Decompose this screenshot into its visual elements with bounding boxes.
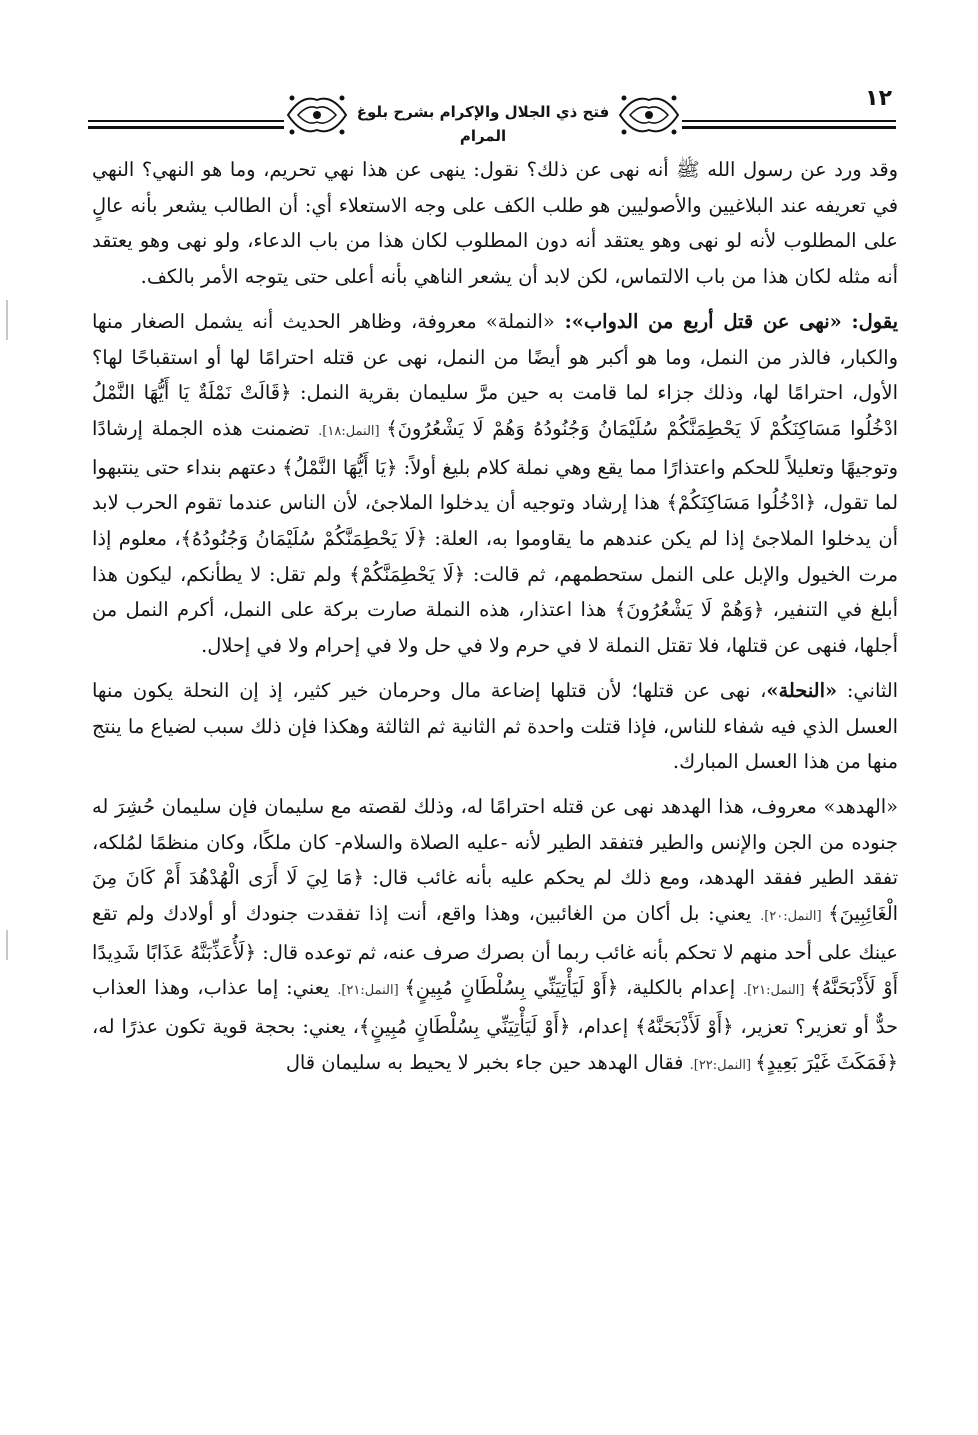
- verse-reference: [النمل:٢٢].: [689, 1057, 756, 1073]
- paragraph-text: وقد ورد عن رسول الله ﷺ أنه نهى عن ذلك؟ نقول: ينهى عن هذا نهي تحريم، وما هو النهي؟ النهي في تعريفه عند البلاغيين والأصوليين هو طلب الكف على وجه الاستعلاء أي: أن الطالب يشعر بأنه عالٍ على المطلوب لأنه لو نهى وهو يعتقد أنه دون المطلوب لكان هذا من باب الدعاء، ولو نهى وهو يعتقد أنه مثله لكان هذا من باب الالتماس، لكن لابد أن يشعر الناهي بأنه أعلى حتى يتوجه الأمر بالكف.: [92, 158, 898, 289]
- quran-verse: ﴿وَهُمْ لَا يَشْعُرُونَ﴾: [614, 598, 765, 622]
- quran-verse: ﴿يَا أَيُّهَا النَّمْلُ﴾: [282, 455, 398, 479]
- page-header: [88, 86, 896, 144]
- margin-mark: [6, 300, 8, 340]
- paragraph-text: يعني: إما عذاب، وهذا العذاب حدٌّ أو تعزير؟ تعزير،: [92, 976, 898, 1039]
- quran-verse: ﴿ادْخُلُوا مَسَاكِنَكُمْ﴾: [666, 491, 817, 515]
- paragraph-text: ، يعني: بحجة قوية تكون عذرًا له،: [92, 1015, 359, 1039]
- paragraph-nahy-definition: [92, 152, 898, 295]
- page-number: ١٢: [861, 86, 896, 111]
- page-body: [92, 152, 898, 1422]
- paragraph-text: ولم تقل: لا يطأنكم، ليكون هذا أبلغ في التنفير،: [92, 562, 898, 622]
- quran-verse: ﴿أَوْ لَأَذْبَحَنَّهُ﴾: [635, 1015, 734, 1039]
- quran-verse: ﴿أَوْ لَيَأْتِيَنِّي بِسُلْطَانٍ مُبِينٍ﴾: [358, 1015, 571, 1039]
- margin-mark: [6, 930, 8, 960]
- running-header-title: فتح ذي الجلال والإكرام بشرح بلوغ المرام: [350, 100, 616, 148]
- verse-reference: [النمل:٢٠].: [760, 909, 829, 925]
- paragraph-text: ، نهى عن قتلها؛ لأن قتلها إضاعة مال وحرمان خير كثير، إذ إن النحلة يكون منها العسل الذي فيه شفاء للناس، فإذا قتلت واحدة ثم الثانية ثم الثالثة وهكذا فإن ذلك سبب لضياع ما ينتج منها من هذا العسل المبارك.: [92, 678, 898, 774]
- paragraph-hoopoe: [92, 789, 898, 1084]
- right-ornament-icon: [616, 90, 682, 140]
- quran-verse: ﴿لَأُعَذِّبَنَّهُ عَذَابًا شَدِيدًا أَوْ لَأَذْبَحَنَّهُ﴾: [92, 940, 898, 1000]
- quran-verse: ﴿أَوْ لَيَأْتِيَنِّي بِسُلْطَانٍ مُبِينٍ﴾: [404, 976, 619, 1000]
- paragraph-text: إعدام،: [570, 1015, 636, 1039]
- quran-verse: ﴿لَا يَحْطِمَنَّكُمْ﴾: [349, 562, 466, 586]
- verse-reference: [النمل:٢١].: [742, 983, 811, 999]
- verse-reference: [النمل:٢١].: [337, 983, 405, 999]
- verse-reference: [النمل:١٨].: [318, 423, 387, 439]
- paragraph-text: هذا إرشاد وتوجيه أن يدخلوا الملاجئ، لأن الناس عندما تقوم الحرب لابد أن يدخلوا الملاجئ إذا لم يكن عندهم ما يقاوموا به، العلة:: [92, 491, 898, 551]
- paragraph-lead: يقول: «نهى عن قتل أربع من الدواب»:: [554, 309, 898, 333]
- paragraph-term: «النحلة»: [766, 678, 838, 702]
- quran-verse: ﴿مَا لِيَ لَا أَرَى الْهُدْهُدَ أَمْ كَانَ مِنَ الْغَائِبِينَ﴾: [92, 866, 898, 926]
- quran-verse: ﴿فَمَكَثَ غَيْرَ بَعِيدٍ﴾: [755, 1050, 898, 1074]
- paragraph-text: هذا اعتذار، هذه النملة صارت بركة على النمل، أكرم النمل من أجلها، فنهى عن قتلها، فلا تقتل النملة لا في حرم ولا في حل ولا في إحرام ولا في إحلال.: [92, 598, 898, 658]
- paragraph-text: إعدام بالكلية،: [618, 976, 743, 1000]
- paragraph-text: تضمنت هذه الجملة إرشادًا وتوجيهًا وتعليلاً للحكم واعتذارًا مما يقع وهي نملة كلام بليغ أولاً:: [92, 416, 898, 479]
- paragraph-lead: الثاني:: [837, 678, 898, 702]
- quran-verse: ﴿لَا يَحْطِمَنَّكُمْ سُلَيْمَانُ وَجُنُودُهُ﴾: [180, 527, 427, 551]
- left-ornament-icon: [284, 90, 350, 140]
- paragraph-text: «النملة» معروفة، وظاهر الحديث أنه يشمل الصغار منها والكبار، فالذر من النمل، وما هو أكبر هو أيضًا من النمل، نهى عن قتله احترامًا لها أو استقباحًا لها؟ الأول، احترامًا لها، وذلك جزاء لما قامت به حين مرَّ سليمان بقرية النمل:: [92, 309, 898, 405]
- paragraph-text: «الهدهد» معروف، هذا الهدهد نهى عن قتله احترامًا له، وذلك لقصته مع سليمان فإن سليمان حُشِرَ له جنوده من الجن والإنس والطير فتفقد الطير لأنه -عليه الصلاة والسلام- كان ملكًا، وكان منظمًا لمُلكه، تفقد الطير ففقد الهدهد، ومع ذلك لم يحكم عليه بأنه غائب قال:: [92, 794, 898, 890]
- paragraph-ant: [92, 304, 898, 664]
- quran-verse: ﴿قَالَتْ نَمْلَةٌ يَا أَيُّهَا النَّمْلُ ادْخُلُوا مَسَاكِنَكُمْ لَا يَحْطِمَنَّكُمْ سُلَيْمَانُ وَجُنُودُهُ وَهُمْ لَا يَشْعُرُونَ﴾: [92, 381, 898, 440]
- paragraph-text: دعتهم بنداء حتى ينتبهوا لما تقول،: [92, 455, 898, 515]
- paragraph-text: ، معلوم إذا مرت الخيول والإبل على النمل ستحطمهم، ثم قالت:: [92, 527, 898, 586]
- paragraph-bee: [92, 673, 898, 780]
- paragraph-text: فقال الهدهد حين جاء بخبر لا يحيط به سليمان قال: [285, 1050, 690, 1074]
- paragraph-text: يعني: بل أكان من الغائبين، وهذا واقع، أنت إذا تفقدت جنودك أو أولادك ولم تقع عينك على أحد منهم لا تحكم بأنه غائب ربما أن بصرك صرف عنه، ثم توعده قال:: [92, 902, 898, 964]
